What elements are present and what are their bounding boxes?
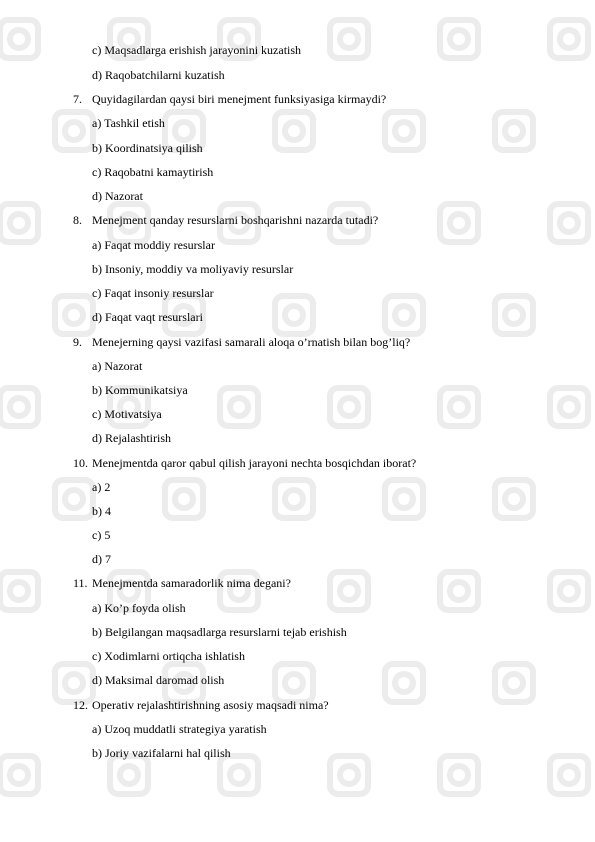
option-text: a) 2 xyxy=(92,480,111,494)
watermark-shape xyxy=(385,296,423,334)
question-number: 8. xyxy=(73,213,82,227)
watermark-shape xyxy=(550,572,588,610)
option-text: b) Joriy vazifalarni hal qilish xyxy=(92,746,231,760)
option-text: d) Nazorat xyxy=(92,189,143,203)
question-text: Menejerning qaysi vazifasi samarali aloqa o’rnatish bilan bog’liq? xyxy=(92,335,411,349)
watermark-shape xyxy=(450,582,468,600)
question-text: Menejment qanday resurslarni boshqarishni nazarda tutadi? xyxy=(92,213,379,227)
watermark-shape xyxy=(10,214,28,232)
option-text: c) Motivatsiya xyxy=(92,407,162,421)
watermark-shape xyxy=(450,30,468,48)
option-text: d) Faqat vaqt resurslari xyxy=(92,310,203,324)
watermark-shape xyxy=(340,582,358,600)
watermark-shape xyxy=(275,480,313,518)
watermark-shape xyxy=(440,572,478,610)
watermark-shape xyxy=(440,204,478,242)
watermark-shape xyxy=(55,296,93,334)
option-text: b) Koordinatsiya qilish xyxy=(92,141,203,155)
watermark-shape xyxy=(440,756,478,794)
watermark-shape xyxy=(495,112,533,150)
watermark-shape xyxy=(55,112,93,150)
watermark-shape xyxy=(110,756,148,794)
watermark-shape xyxy=(220,388,258,426)
watermark-shape xyxy=(395,674,413,692)
watermark-shape xyxy=(550,388,588,426)
watermark-shape xyxy=(340,30,358,48)
watermark-shape xyxy=(175,490,193,508)
watermark-shape xyxy=(505,306,523,324)
watermark-shape xyxy=(330,756,368,794)
watermark-shape xyxy=(450,214,468,232)
option-text: c) Xodimlarni ortiqcha ishlatish xyxy=(92,649,245,663)
watermark-shape xyxy=(550,204,588,242)
question-text: Operativ rejalashtirishning asosiy maqsadi nima? xyxy=(92,698,329,712)
watermark-shape xyxy=(505,490,523,508)
watermark-shape xyxy=(285,306,303,324)
question-number: 7. xyxy=(73,92,82,106)
watermark-shape xyxy=(395,122,413,140)
watermark-shape xyxy=(440,388,478,426)
watermark-shape xyxy=(560,214,578,232)
option-text: d) Maksimal daromad olish xyxy=(92,673,225,687)
option-text: c) Faqat insoniy resurslar xyxy=(92,286,214,300)
option-text: c) Raqobatni kamaytirish xyxy=(92,165,214,179)
watermark-shape xyxy=(450,766,468,784)
option-text: d) Raqobatchilarni kuzatish xyxy=(92,68,225,82)
watermark-shape xyxy=(505,674,523,692)
question-text: Menejmentda qaror qabul qilish jarayoni nechta bosqichdan iborat? xyxy=(92,456,417,470)
question-number: 10. xyxy=(73,456,88,470)
watermark-shape xyxy=(65,490,83,508)
watermark-shape xyxy=(10,30,28,48)
watermark-shape xyxy=(550,20,588,58)
watermark-shape xyxy=(10,766,28,784)
watermark-shape xyxy=(560,30,578,48)
watermark-shape xyxy=(175,122,193,140)
option-text: a) Uzoq muddatli strategiya yaratish xyxy=(92,722,267,736)
watermark-shape xyxy=(505,122,523,140)
watermark-shape xyxy=(120,766,138,784)
watermark-shape xyxy=(0,20,38,58)
watermark-shape xyxy=(55,480,93,518)
option-text: a) Tashkil etish xyxy=(92,116,165,130)
watermark-shape xyxy=(0,204,38,242)
option-text: a) Nazorat xyxy=(92,359,143,373)
watermark-shape xyxy=(340,398,358,416)
watermark-shape xyxy=(0,756,38,794)
watermark-shape xyxy=(275,296,313,334)
watermark-shape xyxy=(395,490,413,508)
watermark-shape xyxy=(10,582,28,600)
watermark-shape xyxy=(440,20,478,58)
option-text: d) 7 xyxy=(92,552,111,566)
watermark-shape xyxy=(550,756,588,794)
watermark-shape xyxy=(230,398,248,416)
watermark-shape xyxy=(0,388,38,426)
watermark-shape xyxy=(385,480,423,518)
watermark-shape xyxy=(165,480,203,518)
option-text: a) Faqat moddiy resurslar xyxy=(92,238,215,252)
watermark-shape xyxy=(330,572,368,610)
watermark-shape xyxy=(220,756,258,794)
watermark-shape xyxy=(395,306,413,324)
option-text: d) Rejalashtirish xyxy=(92,431,171,445)
option-text: c) 5 xyxy=(92,528,111,542)
watermark-shape xyxy=(495,480,533,518)
watermark-shape xyxy=(230,766,248,784)
question-number: 9. xyxy=(73,335,82,349)
option-text: b) Belgilangan maqsadlarga resurslarni tejab erishish xyxy=(92,625,347,639)
watermark-shape xyxy=(65,306,83,324)
watermark-shape xyxy=(340,766,358,784)
watermark-shape xyxy=(330,20,368,58)
watermark-shape xyxy=(65,122,83,140)
watermark-shape xyxy=(285,674,303,692)
watermark-shape xyxy=(285,122,303,140)
question-number: 11. xyxy=(73,576,88,590)
watermark-shape xyxy=(275,112,313,150)
watermark-shape xyxy=(450,398,468,416)
watermark-shape xyxy=(385,664,423,702)
watermark-shape xyxy=(0,572,38,610)
option-text: c) Maqsadlarga erishish jarayonini kuzatish xyxy=(92,43,302,57)
watermark-shape xyxy=(560,766,578,784)
option-text: b) Insoniy, moddiy va moliyaviy resurslar xyxy=(92,262,294,276)
watermark-shape xyxy=(560,398,578,416)
question-number: 12. xyxy=(73,698,88,712)
watermark-shape xyxy=(495,664,533,702)
watermark-shape xyxy=(495,296,533,334)
watermark-shape xyxy=(385,112,423,150)
watermark-shape xyxy=(10,398,28,416)
watermark-shape xyxy=(285,490,303,508)
option-text: b) Kommunikatsiya xyxy=(92,383,188,397)
watermark-shape xyxy=(330,388,368,426)
option-text: a) Ko’p foyda olish xyxy=(92,601,186,615)
watermark-shape xyxy=(65,674,83,692)
watermark-shape xyxy=(560,582,578,600)
option-text: b) 4 xyxy=(92,504,111,518)
question-text: Quyidagilardan qaysi biri menejment funksiyasiga kirmaydi? xyxy=(92,92,387,106)
question-text: Menejmentda samaradorlik nima degani? xyxy=(92,576,291,590)
